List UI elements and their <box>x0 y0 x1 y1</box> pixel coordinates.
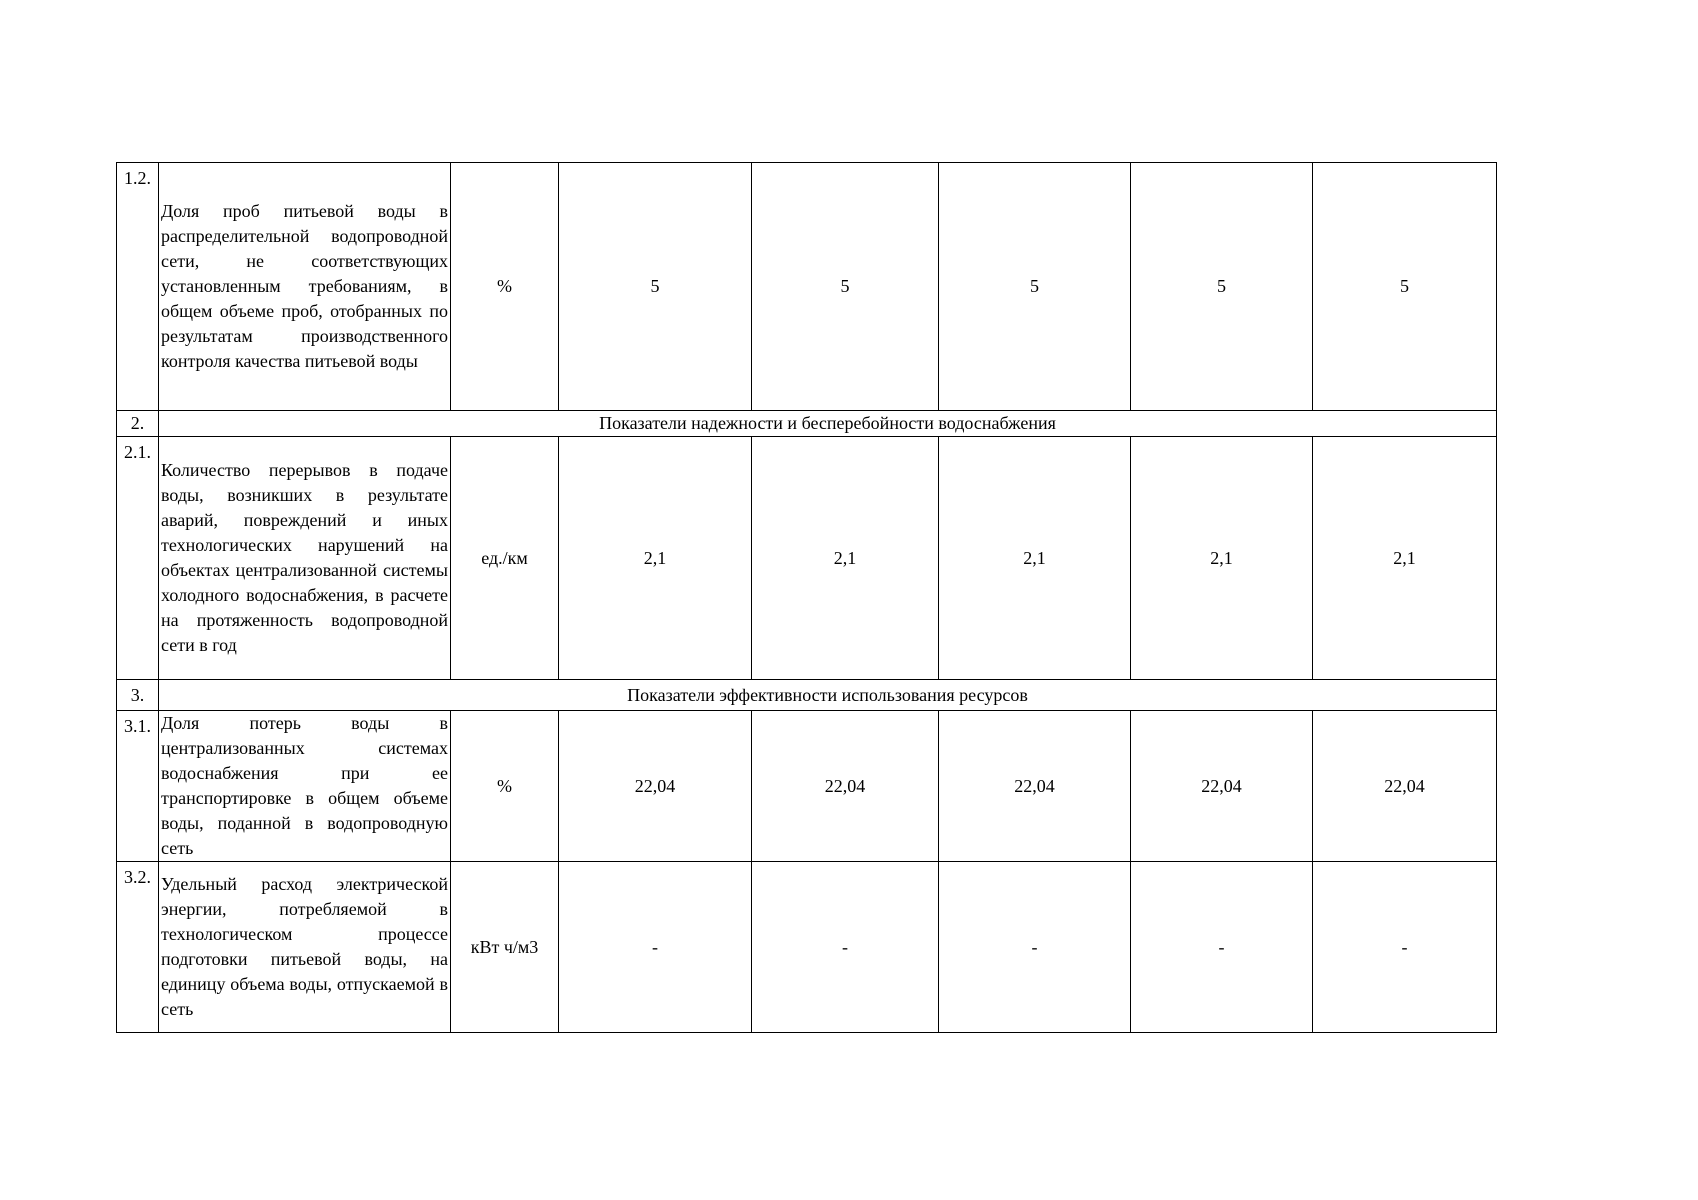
value-cell: 5 <box>1313 163 1497 411</box>
indicator-description: Доля потерь воды в централизованных системах водоснабжения при ее транспортировке в общем объеме воды, поданной в водопроводную сеть <box>159 711 451 862</box>
section-title: Показатели надежности и бесперебойности водоснабжения <box>159 411 1497 437</box>
value-cell: 22,04 <box>1313 711 1497 862</box>
section-number: 3. <box>117 680 159 711</box>
value-cell: 22,04 <box>939 711 1131 862</box>
row-number: 3.2. <box>117 862 159 1033</box>
indicator-description: Удельный расход электрической энергии, потребляемой в технологическом процессе подготовки питьевой воды, на единицу объема воды, отпускаемой в сеть <box>159 862 451 1033</box>
value-cell: 5 <box>939 163 1131 411</box>
value-cell: - <box>1313 862 1497 1033</box>
value-cell: 22,04 <box>559 711 752 862</box>
section-row <box>117 411 1497 437</box>
value-cell: 5 <box>752 163 939 411</box>
value-cell: - <box>752 862 939 1033</box>
unit-cell: кВт ч/м3 <box>451 862 559 1033</box>
row-number: 2.1. <box>117 437 159 680</box>
value-cell: - <box>1131 862 1313 1033</box>
section-number: 2. <box>117 411 159 437</box>
value-cell: 5 <box>1131 163 1313 411</box>
unit-cell: % <box>451 711 559 862</box>
row-number: 3.1. <box>117 711 159 862</box>
value-cell: 2,1 <box>752 437 939 680</box>
unit-cell: % <box>451 163 559 411</box>
indicator-description: Доля проб питьевой воды в распределительной водопроводной сети, не соответствующих установленным требованиям, в общем объеме проб, отобранных по результатам производственного контроля качества питьевой воды <box>159 163 451 411</box>
unit-cell: ед./км <box>451 437 559 680</box>
value-cell: 2,1 <box>939 437 1131 680</box>
section-row <box>117 680 1497 711</box>
value-cell: - <box>559 862 752 1033</box>
table-row <box>117 437 1497 680</box>
indicators-table <box>116 162 1497 1033</box>
section-title: Показатели эффективности использования ресурсов <box>159 680 1497 711</box>
table-row <box>117 862 1497 1033</box>
table-row <box>117 163 1497 411</box>
value-cell: 5 <box>559 163 752 411</box>
row-number: 1.2. <box>117 163 159 411</box>
value-cell: 2,1 <box>1313 437 1497 680</box>
value-cell: 2,1 <box>559 437 752 680</box>
value-cell: 22,04 <box>1131 711 1313 862</box>
value-cell: 22,04 <box>752 711 939 862</box>
value-cell: 2,1 <box>1131 437 1313 680</box>
indicator-description: Количество перерывов в подаче воды, возникших в результате аварий, повреждений и иных технологических нарушений на объектах централизованной системы холодного водоснабжения, в расчете на протяженность водопроводной сети в год <box>159 437 451 680</box>
table-row <box>117 711 1497 862</box>
value-cell: - <box>939 862 1131 1033</box>
